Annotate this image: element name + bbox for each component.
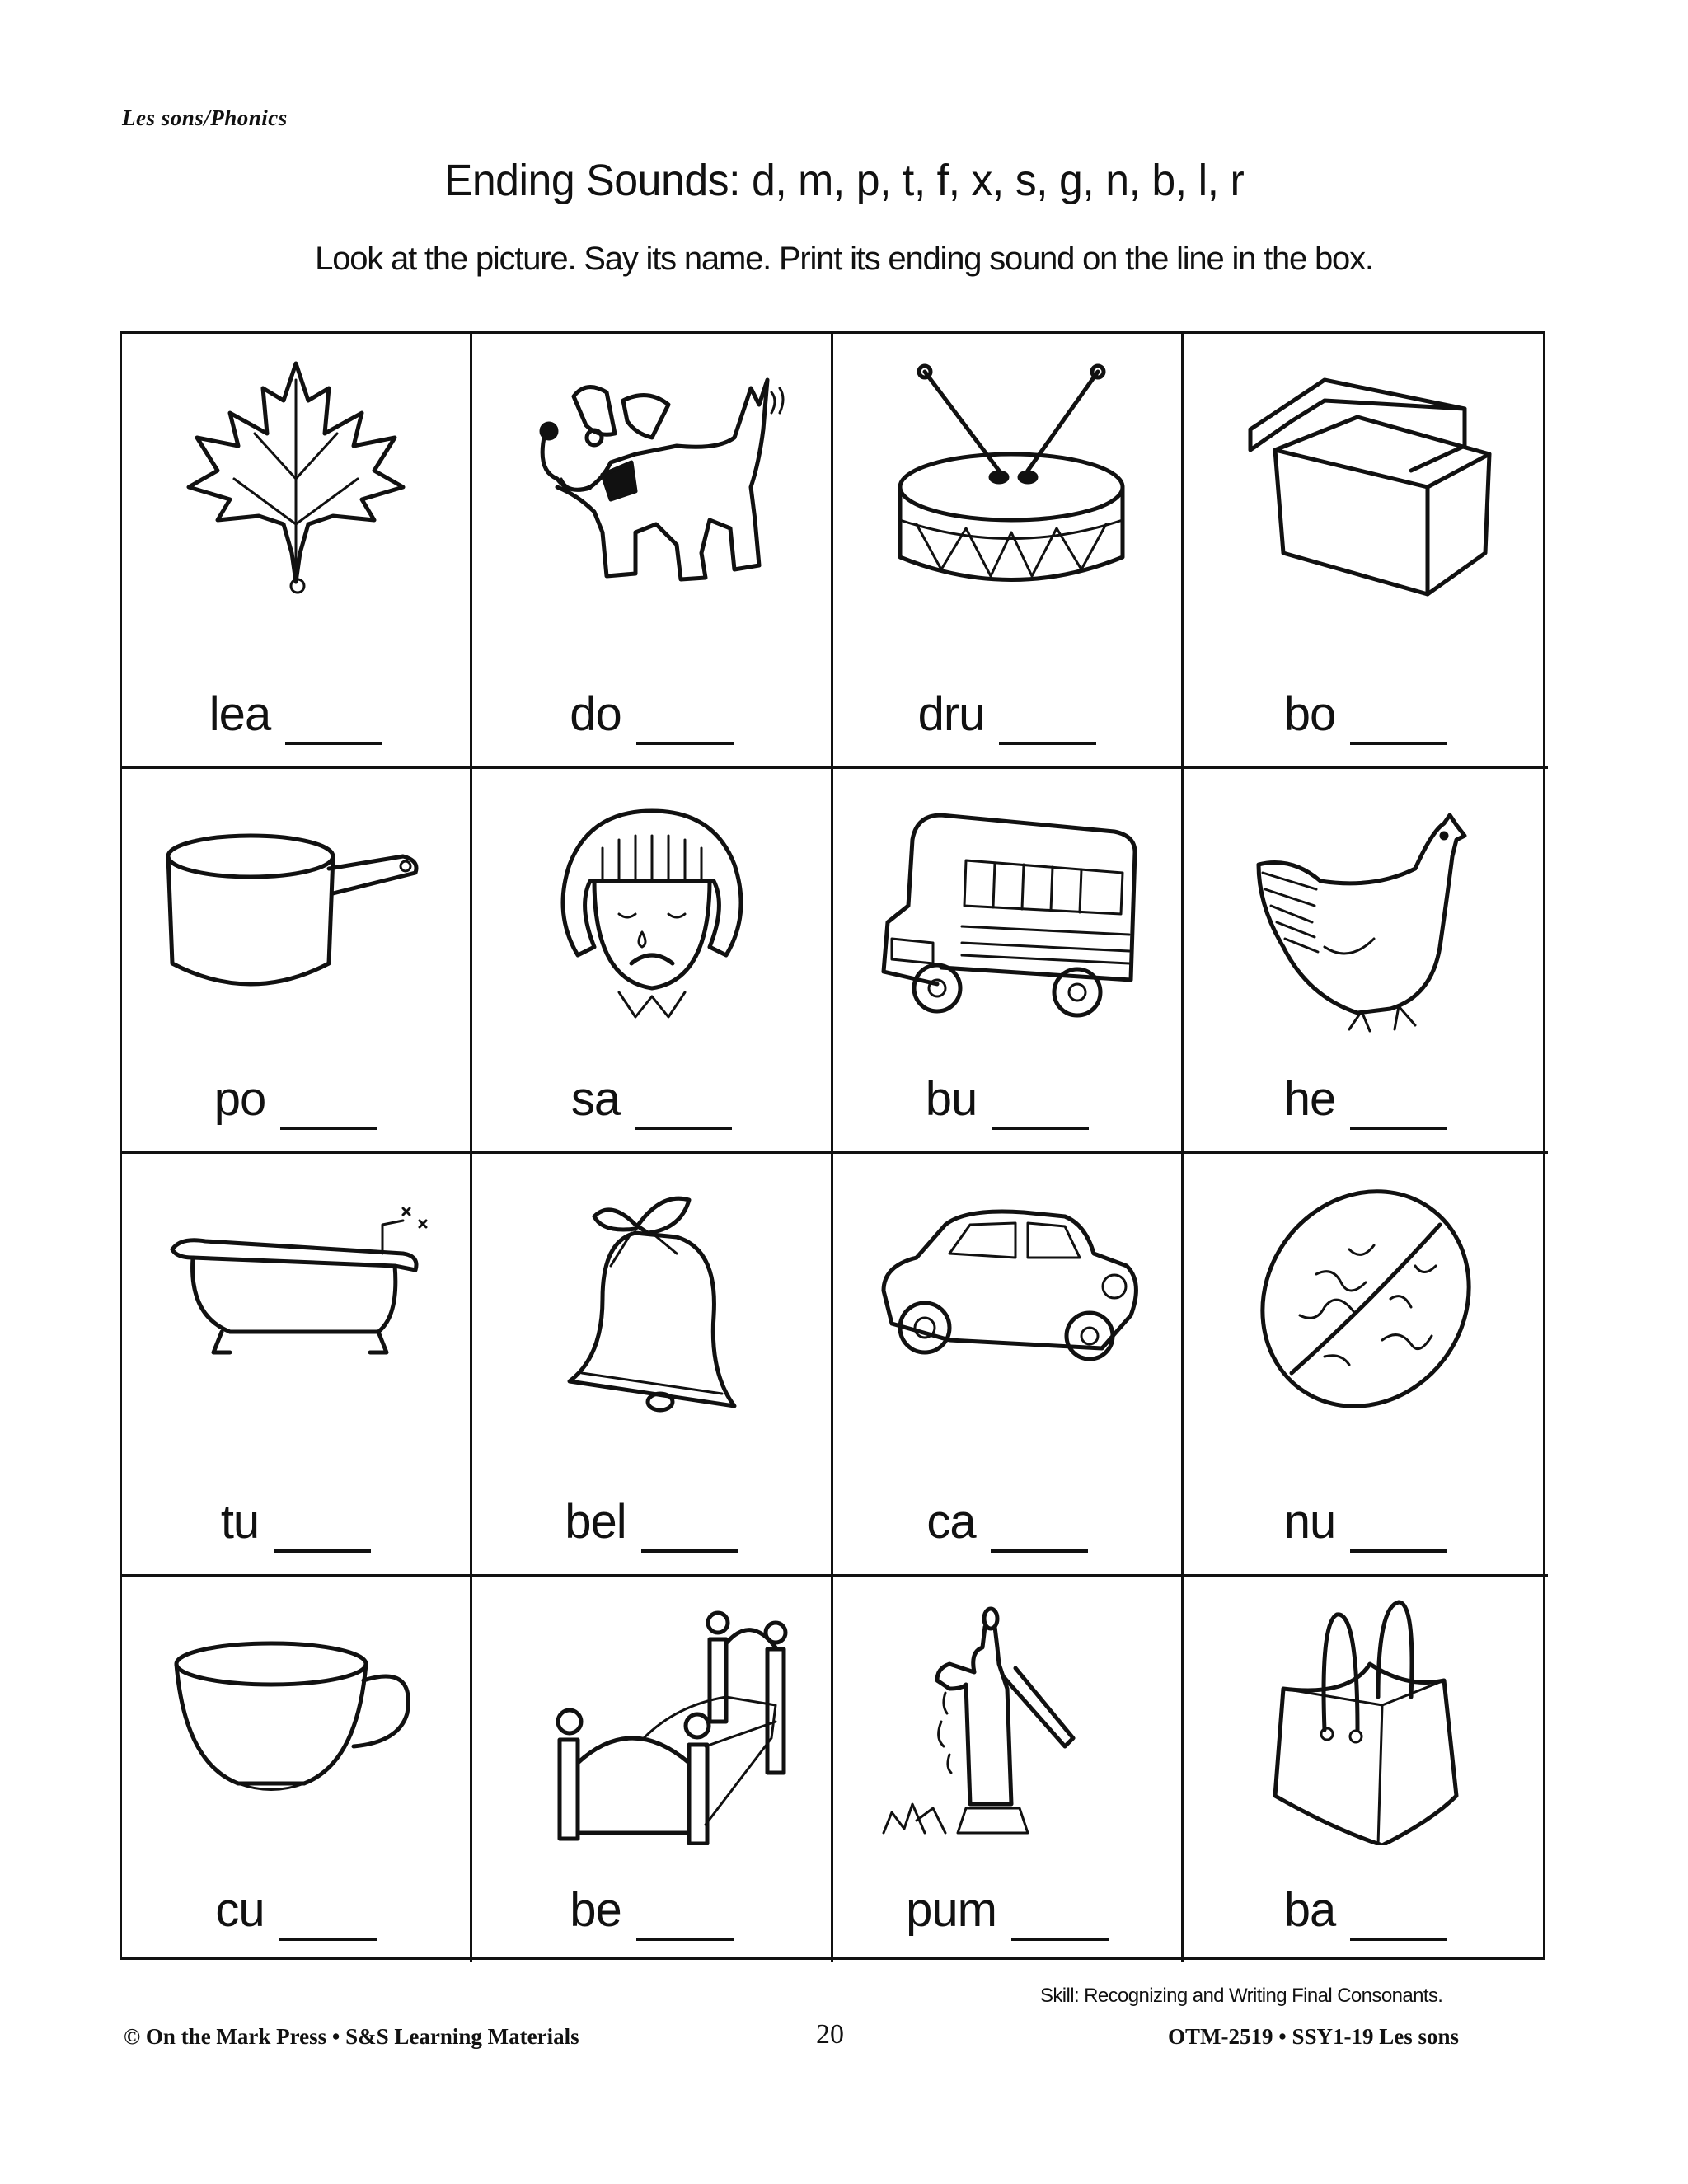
answer-label [472,1495,831,1549]
answer-blank[interactable] [279,1938,377,1941]
worksheet-cell [122,334,472,769]
word-stem: bel [565,1495,626,1549]
answer-blank[interactable] [1011,1938,1109,1941]
dog-icon [512,355,792,602]
word-stem: po [213,1072,266,1126]
answer-label [833,1883,1181,1937]
word-stem: tu [220,1495,260,1549]
hen-icon [1226,790,1506,1038]
answer-blank[interactable] [636,742,734,745]
product-code: OTM-2519 • SSY1-19 Les sons [1168,2024,1459,2049]
answer-label [833,687,1181,741]
answer-blank[interactable] [636,1938,734,1941]
worksheet-cell [1184,1154,1548,1577]
answer-label [1184,687,1548,741]
word-stem: bu [925,1072,978,1126]
answer-label [122,1883,470,1937]
word-stem: nu [1283,1495,1336,1549]
word-stem: ba [1283,1883,1336,1937]
worksheet-cell [833,1577,1184,1962]
worksheet-cell [122,769,472,1154]
answer-blank[interactable] [1350,1549,1447,1553]
worksheet-cell [1184,334,1548,769]
answer-blank[interactable] [280,1127,377,1130]
bus-icon [867,790,1147,1038]
answer-label [472,1072,831,1126]
bag-icon [1226,1598,1506,1845]
answer-label [833,1072,1181,1126]
answer-blank[interactable] [1350,1127,1447,1130]
answer-blank[interactable] [1350,742,1447,745]
worksheet-cell [833,334,1184,769]
instructions: Look at the picture. Say its name. Print its ending sound on the line in the box. [315,241,1373,277]
answer-blank[interactable] [992,1127,1089,1130]
word-stem: dru [917,687,985,741]
page-number: 20 [816,2019,844,2050]
word-stem: he [1283,1072,1336,1126]
word-stem: ca [926,1495,976,1549]
word-stem: pum [906,1883,996,1937]
word-stem: cu [215,1883,265,1937]
bed-icon [512,1598,792,1845]
worksheet-grid [120,331,1545,1960]
answer-label [472,1883,831,1937]
answer-blank[interactable] [999,742,1096,745]
water-pump-icon [867,1598,1147,1845]
worksheet-cell [833,769,1184,1154]
nut-icon [1226,1175,1506,1422]
section-tag: Les sons/Phonics [122,105,288,130]
answer-label [1184,1495,1548,1549]
answer-label [122,1072,470,1126]
answer-label [1184,1072,1548,1126]
bathtub-icon [156,1175,436,1422]
box-icon [1226,355,1506,602]
worksheet-cell [472,1577,833,1962]
answer-blank[interactable] [641,1549,738,1553]
answer-blank[interactable] [991,1549,1088,1553]
worksheet-cell [1184,1577,1548,1962]
answer-blank[interactable] [285,742,382,745]
answer-blank[interactable] [1350,1938,1447,1941]
pot-icon [156,790,436,1038]
worksheet-cell [1184,769,1548,1154]
worksheet-cell [833,1154,1184,1577]
bell-icon [512,1175,792,1422]
word-stem: be [570,1883,621,1937]
answer-label [472,687,831,741]
answer-label [122,687,470,741]
page-title: Ending Sounds: d, m, p, t, f, x, s, g, n, b, l, r [443,156,1245,205]
word-stem: do [570,687,621,741]
maple-leaf-icon [156,355,436,602]
answer-label [1184,1883,1548,1937]
answer-label [122,1495,470,1549]
skill-note: Skill: Recognizing and Writing Final Consonants. [1040,1985,1443,2007]
word-stem: sa [570,1072,621,1126]
sad-girl-icon [512,790,792,1038]
word-stem: bo [1283,687,1336,741]
worksheet-cell [472,769,833,1154]
answer-blank[interactable] [635,1127,732,1130]
worksheet-cell [472,334,833,769]
cup-icon [156,1598,436,1845]
copyright: © On the Mark Press • S&S Learning Materials [124,2024,579,2049]
worksheet-cell [122,1154,472,1577]
word-stem: lea [209,687,271,741]
drum-icon [867,355,1147,602]
answer-blank[interactable] [274,1549,371,1553]
worksheet-cell [472,1154,833,1577]
answer-label [833,1495,1181,1549]
worksheet-cell [122,1577,472,1962]
car-icon [867,1175,1147,1422]
